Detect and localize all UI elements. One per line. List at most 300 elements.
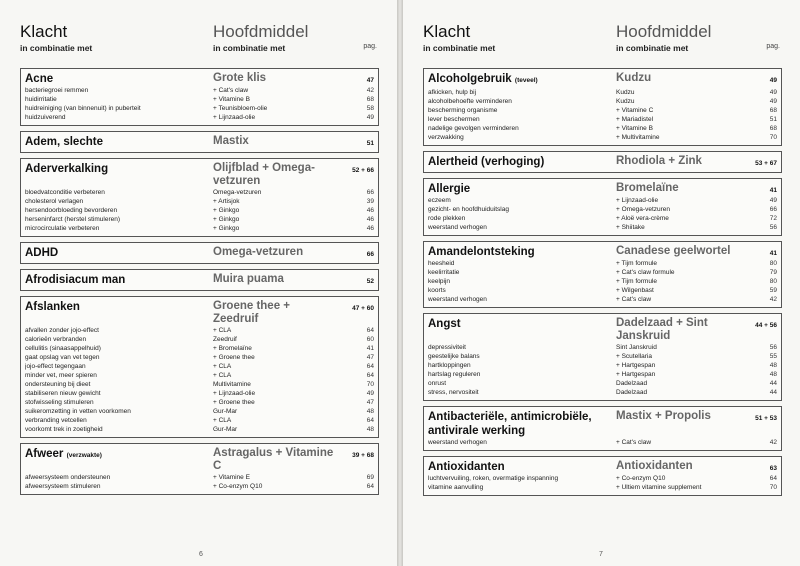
complaint-column	[25, 273, 213, 287]
symptom-text: voorkomt trek in zoetigheid	[25, 426, 103, 433]
combination-page: 79	[769, 269, 777, 276]
symptom-text: lever beschermen	[428, 116, 480, 123]
main-remedy: Dadelzaad + Sint Janskruid	[616, 317, 708, 342]
combination-page: 68	[366, 96, 374, 103]
combination-page: 64	[366, 417, 374, 424]
symptom-line	[25, 86, 374, 95]
remedy-column	[213, 273, 374, 286]
complaint-title-text: Afslanken	[25, 301, 80, 313]
symptom-line	[428, 133, 777, 142]
complaint-block	[20, 269, 379, 291]
complaint-block	[20, 68, 379, 126]
remedy-column	[616, 245, 777, 258]
complaint-title	[25, 135, 213, 149]
combination-remedy: + Hartgespan	[616, 371, 656, 378]
symptom-text: luchtvervuiling, roken, overmatige inspanning	[428, 475, 559, 482]
combination-remedy: + Scutellaria	[616, 353, 652, 360]
main-remedy: Muira puama	[213, 273, 284, 285]
symptom-line	[428, 115, 777, 124]
complaint-title-text: Alcoholgebruik	[428, 73, 512, 85]
main-remedy: Rhodiola + Zink	[616, 155, 702, 167]
header-hoofdmiddel: Hoofdmiddel	[616, 22, 712, 41]
complaint-title-text: Afrodisiacum man	[25, 274, 126, 286]
symptom-line	[428, 259, 777, 268]
main-remedy-pages: 41	[769, 250, 777, 257]
combination-remedy: + Cat's claw	[213, 87, 249, 94]
symptom-line	[25, 197, 374, 206]
header-hoofdmiddel-sub: in combinatie met	[213, 43, 286, 53]
complaint-block	[20, 443, 379, 495]
symptom-line	[25, 416, 374, 425]
combination-remedy: + Vitamine E	[213, 474, 250, 481]
complaint-title	[428, 410, 616, 438]
complaint-column	[428, 317, 616, 331]
combination-remedy: Multivitamine	[213, 381, 251, 388]
symptom-line	[25, 425, 374, 434]
combination-page: 55	[769, 353, 777, 360]
combination-page: 60	[366, 336, 374, 343]
complaint-block	[423, 241, 782, 308]
combination-page: 64	[366, 372, 374, 379]
block-heading-row	[25, 447, 374, 473]
complaint-block	[20, 296, 379, 438]
combination-page: 48	[769, 362, 777, 369]
combination-page: 72	[769, 215, 777, 222]
symptom-text: stabiliseren nieuw gewicht	[25, 390, 101, 397]
complaint-title	[428, 155, 616, 169]
symptom-text: rode plekken	[428, 215, 466, 222]
complaint-column	[25, 447, 213, 463]
combination-page: 80	[769, 260, 777, 267]
complaint-title-text: Allergie	[428, 183, 471, 195]
combination-remedy: + Vitamine C	[616, 107, 654, 114]
remedy-column	[616, 410, 777, 423]
symptom-line	[25, 344, 374, 353]
symptom-line	[428, 277, 777, 286]
combination-remedy: + Cat's claw	[616, 296, 652, 303]
complaint-column	[25, 162, 213, 176]
combination-page: 49	[769, 89, 777, 96]
symptom-text: bacteriegroei remmen	[25, 87, 89, 94]
complaint-title-text: Aderverkalking	[25, 163, 109, 175]
symptom-line	[428, 124, 777, 133]
symptom-text: weerstand verhogen	[428, 224, 487, 231]
symptom-text: cholesterol verlagen	[25, 198, 84, 205]
remedy-column	[213, 300, 374, 326]
block-heading-row	[25, 135, 374, 149]
combination-page: 68	[769, 125, 777, 132]
symptom-line	[428, 438, 777, 447]
symptom-line	[25, 362, 374, 371]
combination-page: 44	[769, 389, 777, 396]
symptom-text: huidzuiverend	[25, 114, 66, 121]
combination-page: 56	[769, 344, 777, 351]
symptom-line	[25, 482, 374, 491]
symptom-line	[25, 407, 374, 416]
complaint-title	[428, 182, 616, 196]
symptom-text: huidreiniging (van binnenuit) in puberteit	[25, 105, 141, 112]
combination-page: 42	[769, 296, 777, 303]
combination-remedy: + Ginkgo	[213, 207, 240, 214]
combination-page: 66	[366, 189, 374, 196]
combination-page: 42	[366, 87, 374, 94]
symptom-text: weerstand verhogen	[428, 296, 487, 303]
symptom-text: ondersteuning bij dieet	[25, 381, 91, 388]
main-remedy-pages: 51	[366, 140, 374, 147]
symptom-line	[428, 268, 777, 277]
complaint-block	[423, 456, 782, 496]
combination-remedy: + Vitamine B	[213, 96, 250, 103]
symptom-text: stress, nervositeit	[428, 389, 479, 396]
combination-page: 64	[366, 327, 374, 334]
combination-page: 41	[366, 345, 374, 352]
combination-page: 59	[769, 287, 777, 294]
combination-page: 70	[769, 134, 777, 141]
page-number: 6	[199, 551, 203, 558]
main-remedy-pages: 47 + 60	[352, 305, 374, 312]
symptom-text: afvallen zonder jojo-effect	[25, 327, 99, 334]
block-heading-row	[428, 317, 777, 343]
combination-page: 39	[366, 198, 374, 205]
symptom-line	[25, 371, 374, 380]
remedy-column	[616, 317, 777, 343]
main-remedy: Canadese geelwortel	[616, 245, 731, 257]
left-page	[0, 0, 397, 566]
combination-remedy: + Vitamine B	[616, 125, 653, 132]
combination-page: 58	[366, 105, 374, 112]
block-heading-row	[25, 300, 374, 326]
main-remedy: Grote klis	[213, 72, 267, 84]
main-remedy: Antioxidanten	[616, 460, 693, 472]
main-remedy: Omega-vetzuren	[213, 246, 304, 258]
complaint-title-qualifier: (verzwakte)	[66, 452, 102, 459]
symptom-text: gaat opslag van vet tegen	[25, 354, 100, 361]
combination-page: 64	[366, 483, 374, 490]
combination-page: 46	[366, 207, 374, 214]
remedy-column	[213, 162, 374, 188]
complaint-title	[25, 162, 213, 176]
combination-remedy: Gur-Mar	[213, 408, 238, 415]
complaint-block	[423, 313, 782, 401]
symptom-line	[428, 370, 777, 379]
main-remedy: Kudzu	[616, 72, 652, 84]
combination-remedy: Sint Janskruid	[616, 344, 657, 351]
combination-remedy: + Lijnzaad-olie	[213, 390, 256, 397]
symptom-line	[25, 398, 374, 407]
symptom-text: weerstand verhogen	[428, 439, 487, 446]
complaint-block	[20, 131, 379, 153]
combination-remedy: + Tijm formule	[616, 278, 657, 285]
remedy-column	[616, 182, 777, 195]
symptom-line	[428, 214, 777, 223]
combination-page: 49	[769, 197, 777, 204]
block-heading-row	[428, 460, 777, 474]
symptom-text: microcirculatie verbeteren	[25, 225, 100, 232]
combination-remedy: + Mariadistel	[616, 116, 654, 123]
main-remedy-pages: 41	[769, 187, 777, 194]
symptom-text: gezicht- en hoofdhuiduitslag	[428, 206, 509, 213]
combination-page: 47	[366, 354, 374, 361]
combination-remedy: + Hartgespan	[616, 362, 656, 369]
complaint-blocks	[423, 68, 782, 501]
symptom-line	[428, 361, 777, 370]
symptom-line	[428, 106, 777, 115]
symptom-text: minder vet, meer spieren	[25, 372, 97, 379]
header-klacht: Klacht	[20, 22, 68, 41]
main-remedy-pages: 49	[769, 77, 777, 84]
right-page	[403, 0, 800, 566]
symptom-text: keelirritatie	[428, 269, 460, 276]
header-klacht: Klacht	[423, 22, 471, 41]
combination-remedy: + Co-enzym Q10	[213, 483, 263, 490]
page-header	[423, 22, 782, 58]
complaint-title-text: Alertheid (verhoging)	[428, 156, 545, 168]
symptom-text: nadelige gevolgen verminderen	[428, 125, 519, 132]
combination-remedy: + Ginkgo	[213, 216, 240, 223]
main-remedy-pages: 44 + 56	[755, 322, 777, 329]
combination-remedy: + Artisjok	[213, 198, 240, 205]
symptom-text: huidirritatie	[25, 96, 57, 103]
symptom-line	[428, 474, 777, 483]
combination-page: 80	[769, 278, 777, 285]
block-heading-row	[25, 273, 374, 287]
complaint-title-text: Angst	[428, 318, 461, 330]
combination-page: 48	[366, 408, 374, 415]
combination-remedy: + CLA	[213, 363, 232, 370]
combination-remedy: + Omega-vetzuren	[616, 206, 671, 213]
symptom-line	[428, 483, 777, 492]
complaint-title	[428, 72, 616, 88]
remedy-column	[616, 72, 777, 85]
remedy-column	[616, 460, 777, 473]
main-remedy-pages: 47	[366, 77, 374, 84]
complaint-column	[25, 246, 213, 260]
symptom-line	[25, 353, 374, 362]
complaint-block	[423, 178, 782, 236]
symptom-line	[25, 206, 374, 215]
combination-page: 49	[366, 390, 374, 397]
combination-remedy: + Shiitake	[616, 224, 645, 231]
complaint-title-text: Antibacteriële, antimicrobiële, antivirale werking	[428, 411, 592, 437]
combination-page: 48	[366, 426, 374, 433]
symptom-text: herseninfarct (herstel stimuleren)	[25, 216, 121, 223]
combination-page: 51	[769, 116, 777, 123]
block-heading-row	[428, 245, 777, 259]
combination-remedy: Dadelzaad	[616, 389, 648, 396]
main-remedy-pages: 66	[366, 251, 374, 258]
header-hoofdmiddel-sub: in combinatie met	[616, 43, 689, 53]
block-heading-row	[25, 162, 374, 188]
combination-remedy: Kudzu	[616, 98, 635, 105]
combination-remedy: + Co-enzym Q10	[616, 475, 666, 482]
combination-page: 46	[366, 216, 374, 223]
main-remedy: Olijfblad + Omega-vetzuren	[213, 162, 315, 187]
symptom-line	[428, 379, 777, 388]
symptom-text: alcoholbehoefte verminderen	[428, 98, 512, 105]
block-heading-row	[25, 72, 374, 86]
symptom-text: keelpijn	[428, 278, 451, 285]
symptom-text: calorieën verbranden	[25, 336, 87, 343]
symptom-line	[25, 113, 374, 122]
symptom-text: cellulitis (sinaasappelhuid)	[25, 345, 101, 352]
combination-page: 56	[769, 224, 777, 231]
main-remedy-pages: 39 + 68	[352, 452, 374, 459]
complaint-column	[428, 155, 616, 169]
combination-remedy: + Teunisbloem-olie	[213, 105, 268, 112]
page-number: 7	[599, 551, 603, 558]
remedy-column	[213, 72, 374, 85]
symptom-line	[428, 88, 777, 97]
complaint-title	[428, 245, 616, 259]
main-remedy-pages: 51 + 53	[755, 415, 777, 422]
symptom-text: hersendoorbloeding bevorderen	[25, 207, 118, 214]
combination-page: 49	[769, 98, 777, 105]
symptom-text: hartkloppingen	[428, 362, 471, 369]
main-remedy: Bromelaïne	[616, 182, 679, 194]
combination-remedy: + Multivitamine	[616, 134, 660, 141]
combination-remedy: Omega-vetzuren	[213, 189, 262, 196]
complaint-title-text: ADHD	[25, 247, 59, 259]
main-remedy-pages: 52 + 66	[352, 167, 374, 174]
complaint-title-text: Antioxidanten	[428, 461, 505, 473]
combination-remedy: + Wilgenbast	[616, 287, 654, 294]
combination-page: 42	[769, 439, 777, 446]
complaint-title	[25, 273, 213, 287]
combination-remedy: + Ginkgo	[213, 225, 240, 232]
symptom-line	[428, 97, 777, 106]
complaint-column	[428, 245, 616, 259]
combination-remedy: + Aloë vera-crème	[616, 215, 669, 222]
complaint-column	[25, 135, 213, 149]
combination-page: 44	[769, 380, 777, 387]
symptom-text: eczeem	[428, 197, 451, 204]
symptom-line	[25, 380, 374, 389]
combination-page: 68	[769, 107, 777, 114]
complaint-column	[428, 410, 616, 438]
block-heading-row	[428, 72, 777, 88]
symptom-line	[25, 473, 374, 482]
block-heading-row	[428, 410, 777, 438]
combination-page: 66	[769, 206, 777, 213]
complaint-title	[25, 72, 213, 86]
complaint-column	[428, 72, 616, 88]
complaint-title	[25, 300, 213, 314]
complaint-title-qualifier: (teveel)	[514, 77, 538, 84]
complaint-blocks	[20, 68, 379, 500]
complaint-title	[25, 246, 213, 260]
main-remedy-pages: 63	[769, 465, 777, 472]
symptom-text: suikeromzetting in vetten voorkomen	[25, 408, 131, 415]
header-klacht-sub: in combinatie met	[20, 43, 93, 53]
symptom-text: depressiviteit	[428, 344, 466, 351]
symptom-text: verbranding vetcellen	[25, 417, 87, 424]
symptom-line	[428, 388, 777, 397]
main-remedy: Mastix	[213, 135, 249, 147]
main-remedy: Astragalus + Vitamine C	[213, 447, 334, 472]
symptom-text: onrust	[428, 380, 447, 387]
symptom-line	[428, 286, 777, 295]
symptom-line	[25, 326, 374, 335]
combination-page: 46	[366, 225, 374, 232]
complaint-column	[428, 182, 616, 196]
symptom-line	[428, 352, 777, 361]
combination-page: 64	[769, 475, 777, 482]
remedy-column	[213, 447, 374, 473]
combination-remedy: Gur-Mar	[213, 426, 238, 433]
complaint-block	[20, 242, 379, 264]
combination-remedy: Kudzu	[616, 89, 635, 96]
remedy-column	[213, 246, 374, 259]
combination-remedy: + Cat's claw formule	[616, 269, 675, 276]
combination-remedy: + Ultiem vitamine supplement	[616, 484, 702, 491]
combination-remedy: + CLA	[213, 327, 232, 334]
complaint-title	[428, 317, 616, 331]
complaint-block	[423, 406, 782, 451]
main-remedy-pages: 52	[366, 278, 374, 285]
combination-remedy: + Cat's claw	[616, 439, 652, 446]
header-hoofdmiddel: Hoofdmiddel	[213, 22, 309, 41]
block-heading-row	[428, 155, 777, 169]
combination-remedy: + Groene thee	[213, 399, 255, 406]
symptom-text: verzwakking	[428, 134, 464, 141]
combination-remedy: + Lijnzaad-olie	[213, 114, 256, 121]
complaint-title-text: Amandelontsteking	[428, 246, 535, 258]
complaint-title	[428, 460, 616, 474]
symptom-text: hartslag reguleren	[428, 371, 481, 378]
symptom-line	[25, 215, 374, 224]
symptom-line	[428, 223, 777, 232]
header-klacht-sub: in combinatie met	[423, 43, 496, 53]
symptom-text: bloedvatconditie verbeteren	[25, 189, 105, 196]
symptom-text: stofwisseling stimuleren	[25, 399, 94, 406]
complaint-block	[423, 151, 782, 173]
combination-page: 64	[366, 363, 374, 370]
combination-page: 47	[366, 399, 374, 406]
combination-remedy: + Bromelaïne	[213, 345, 252, 352]
symptom-text: afweersysteem ondersteunen	[25, 474, 111, 481]
complaint-block	[423, 68, 782, 146]
symptom-text: heesheid	[428, 260, 455, 267]
combination-remedy: Dadelzaad	[616, 380, 648, 387]
symptom-line	[428, 343, 777, 352]
symptom-text: vitamine aanvulling	[428, 484, 484, 491]
complaint-block	[20, 158, 379, 237]
symptom-text: jojo-effect tegengaan	[25, 363, 86, 370]
symptom-line	[428, 196, 777, 205]
combination-remedy: + CLA	[213, 417, 232, 424]
symptom-line	[25, 335, 374, 344]
symptom-line	[25, 104, 374, 113]
symptom-line	[428, 205, 777, 214]
combination-remedy: + Tijm formule	[616, 260, 657, 267]
symptom-line	[428, 295, 777, 304]
combination-page: 70	[366, 381, 374, 388]
symptom-text: bescherming organisme	[428, 107, 498, 114]
combination-remedy: + CLA	[213, 372, 232, 379]
combination-page: 69	[366, 474, 374, 481]
page-header	[20, 22, 379, 58]
combination-page: 48	[769, 371, 777, 378]
main-remedy-pages: 53 + 67	[755, 160, 777, 167]
symptom-line	[25, 95, 374, 104]
combination-remedy: Zeedruif	[213, 336, 237, 343]
combination-remedy: + Groene thee	[213, 354, 255, 361]
header-pag: pag.	[766, 43, 780, 50]
main-remedy: Mastix + Propolis	[616, 410, 711, 422]
block-heading-row	[428, 182, 777, 196]
complaint-column	[25, 72, 213, 86]
symptom-text: koorts	[428, 287, 446, 294]
